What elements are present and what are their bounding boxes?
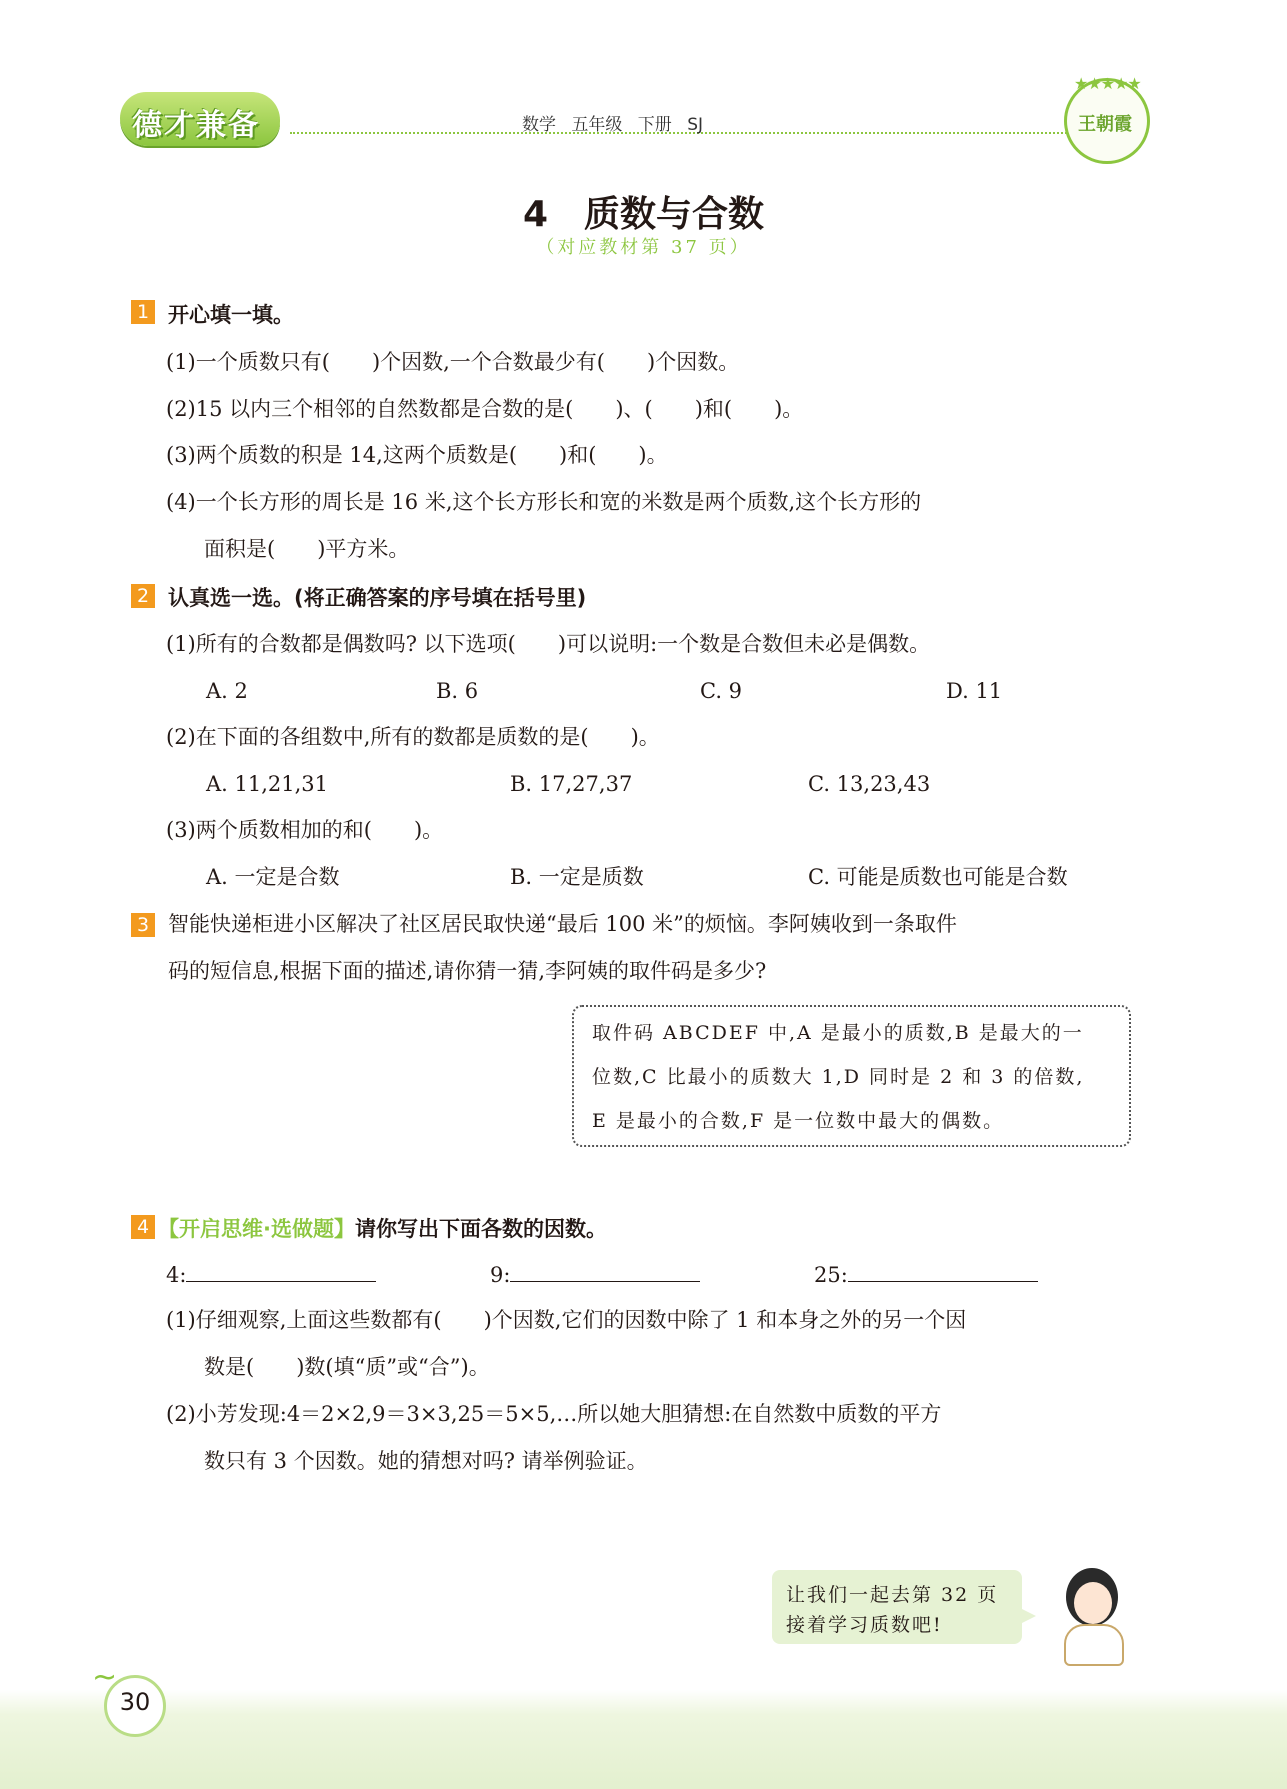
hint-line-3: E 是最小的合数,F 是一位数中最大的偶数。 bbox=[592, 1110, 1005, 1132]
s4-q1: (1)仔细观察,上面这些数都有( )个因数,它们的因数中除了 1 和本身之外的另一个因 bbox=[166, 1308, 967, 1332]
s2-q1-option-a: A. 2 bbox=[206, 679, 248, 703]
factor-9-label: 9: bbox=[490, 1263, 511, 1287]
page-title: 4 质数与合数 bbox=[522, 194, 765, 235]
girl-face bbox=[1074, 1582, 1112, 1624]
section-1-badge: 1 bbox=[131, 300, 155, 324]
factor-25-label: 25: bbox=[814, 1263, 848, 1287]
hint-line-1: 取件码 ABCDEF 中,A 是最小的质数,B 是最大的一 bbox=[592, 1022, 1084, 1044]
factor-9-blank bbox=[510, 1259, 700, 1282]
factor-4 bbox=[166, 1259, 376, 1290]
factor-4-blank bbox=[186, 1259, 376, 1282]
brand-text: 德才兼备 bbox=[132, 108, 260, 143]
section-2-badge: 2 bbox=[131, 584, 155, 608]
s1-q4: (4)一个长方形的周长是 16 米,这个长方形长和宽的米数是两个质数,这个长方形的 bbox=[166, 490, 922, 514]
footer-band bbox=[0, 1690, 1287, 1789]
s1-q3: (3)两个质数的积是 14,这两个质数是( )和( )。 bbox=[166, 443, 668, 467]
s4-q2: (2)小芳发现:4＝2×2,9＝3×3,25＝5×5,…所以她大胆猜想:在自然数中质数的平方 bbox=[166, 1402, 942, 1426]
bubble-line-2: 接着学习质数吧! bbox=[786, 1614, 943, 1636]
s2-q3-option-c: C. 可能是质数也可能是合数 bbox=[808, 865, 1068, 889]
s2-q3: (3)两个质数相加的和( )。 bbox=[166, 818, 444, 842]
factor-25 bbox=[814, 1259, 1038, 1290]
s2-q1: (1)所有的合数都是偶数吗? 以下选项( )可以说明:一个数是合数但未必是偶数。 bbox=[166, 632, 931, 656]
s2-q2-option-a: A. 11,21,31 bbox=[206, 772, 329, 796]
section-4-heading bbox=[158, 1213, 607, 1243]
s4-q2-cont: 数只有 3 个因数。她的猜想对吗? 请举例验证。 bbox=[204, 1449, 648, 1473]
section-4-tag: 【开启思维·选做题】 bbox=[158, 1217, 355, 1241]
section-2-heading: 认真选一选。(将正确答案的序号填在括号里) bbox=[168, 586, 587, 610]
factor-9 bbox=[490, 1259, 700, 1290]
book-info: 数学 五年级 下册 SJ bbox=[522, 115, 704, 135]
dolphin-icon: ~ bbox=[92, 1660, 118, 1695]
page-number: 30 bbox=[119, 1688, 151, 1716]
speech-bubble-tail bbox=[1020, 1608, 1036, 1624]
s2-q1-option-d: D. 11 bbox=[946, 679, 1003, 703]
s2-q2-option-c: C. 13,23,43 bbox=[808, 772, 931, 796]
s2-q3-option-b: B. 一定是质数 bbox=[510, 865, 644, 889]
section-3-badge: 3 bbox=[131, 913, 155, 937]
s1-q2: (2)15 以内三个相邻的自然数都是合数的是( )、( )和( )。 bbox=[166, 397, 804, 421]
s1-q4-cont: 面积是( )平方米。 bbox=[204, 537, 410, 561]
factor-4-label: 4: bbox=[166, 1263, 187, 1287]
girl-body bbox=[1064, 1624, 1124, 1666]
hint-line-2: 位数,C 比最小的质数大 1,D 同时是 2 和 3 的倍数, bbox=[592, 1066, 1085, 1088]
s2-q1-option-b: B. 6 bbox=[436, 679, 479, 703]
page-subtitle: （对应教材第 37 页） bbox=[536, 237, 751, 258]
s2-q2-option-b: B. 17,27,37 bbox=[510, 772, 633, 796]
s2-q2: (2)在下面的各组数中,所有的数都是质数的是( )。 bbox=[166, 725, 660, 749]
s1-q1: (1)一个质数只有( )个因数,一个合数最少有( )个因数。 bbox=[166, 350, 740, 374]
seal-stars-icon: ★★★★★ bbox=[1074, 74, 1141, 93]
s3-text-line-1: 智能快递柜进小区解决了社区居民取快递“最后 100 米”的烦恼。李阿姨收到一条取件 bbox=[168, 912, 957, 936]
bubble-line-1: 让我们一起去第 32 页 bbox=[786, 1584, 999, 1606]
s2-q3-option-a: A. 一定是合数 bbox=[206, 865, 340, 889]
s3-text-line-2: 码的短信息,根据下面的描述,请你猜一猜,李阿姨的取件码是多少? bbox=[168, 959, 767, 983]
section-4-heading-text: 请你写出下面各数的因数。 bbox=[354, 1217, 607, 1241]
factor-25-blank bbox=[848, 1259, 1038, 1282]
section-4-badge: 4 bbox=[131, 1215, 155, 1239]
s2-q1-option-c: C. 9 bbox=[700, 679, 743, 703]
seal-text: 王朝霞 bbox=[1078, 114, 1132, 135]
s4-q1-cont: 数是( )数(填“质”或“合”)。 bbox=[204, 1355, 490, 1379]
section-1-heading: 开心填一填。 bbox=[168, 303, 294, 327]
